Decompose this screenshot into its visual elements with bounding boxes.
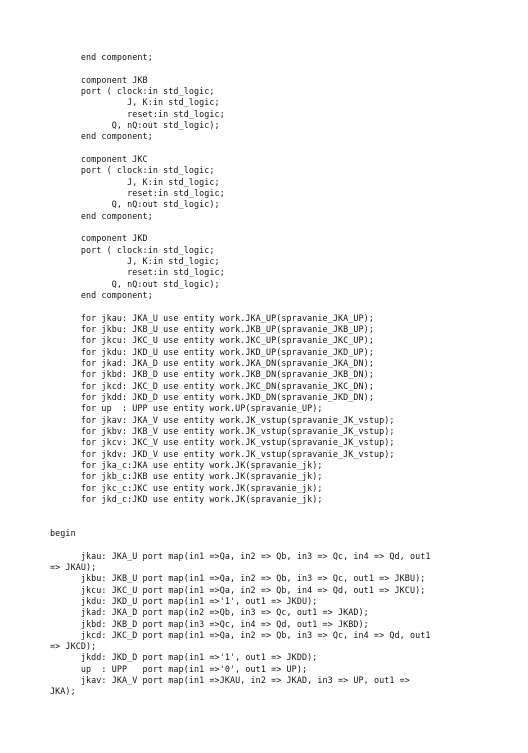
code-line: for jkd_c:JKD use entity work.JK(spravanie_jk);	[50, 493, 323, 504]
code-line: Q, nQ:out std_logic);	[50, 199, 220, 210]
code-line: port ( clock:in std_logic;	[50, 85, 215, 96]
code-line: => JKAU);	[50, 561, 97, 572]
code-line: => JKCD);	[50, 641, 97, 652]
code-line: end component;	[50, 210, 153, 221]
code-line: reset:in std_logic;	[50, 108, 225, 119]
code-line: end component;	[50, 52, 153, 62]
code-line: for jkbd: JKB_D use entity work.JKB_DN(spravanie_JKB_DN);	[50, 369, 374, 380]
code-line: for jkbu: JKB_U use entity work.JKB_UP(spravanie_JKB_UP);	[50, 323, 374, 334]
code-line: jkdu: JKD_U port map(in1 =>'1', out1 => JKDU);	[50, 595, 318, 606]
code-line: end component;	[50, 131, 153, 142]
code-line: jkau: JKA_U port map(in1 =>Qa, in2 => Qb, in3 => Qc, in4 => Qd, out1	[50, 550, 431, 561]
code-line: component JKC	[50, 153, 148, 164]
code-line: component JKB	[50, 74, 148, 85]
code-line: port ( clock:in std_logic;	[50, 165, 215, 176]
code-line: Q, nQ:out std_logic);	[50, 119, 220, 130]
code-line: for jkcu: JKC_U use entity work.JKC_UP(spravanie_JKC_UP);	[50, 335, 374, 346]
code-line: for jkbv: JKB_V use entity work.JK_vstup(spravanie_JK_vstup);	[50, 425, 395, 436]
code-line: for jkau: JKA_U use entity work.JKA_UP(spravanie_JKA_UP);	[50, 312, 374, 323]
code-line: reset:in std_logic;	[50, 267, 225, 278]
code-line: reset:in std_logic;	[50, 187, 225, 198]
code-line: begin	[50, 527, 76, 538]
code-line: for jkb_c:JKB use entity work.JK(spravanie_jk);	[50, 471, 323, 482]
code-line: end component;	[50, 289, 153, 300]
code-line: for jka_c:JKA use entity work.JK(spravanie_jk);	[50, 459, 323, 470]
code-line: J, K:in std_logic;	[50, 97, 220, 108]
code-line: for jkc_c:JKC use entity work.JK(spravanie_jk);	[50, 482, 323, 493]
code-line: up : UPP port map(in1 =>'0', out1 => UP);	[50, 663, 308, 674]
code-line: jkbd: JKB_D port map(in3 =>Qc, in4 => Qd, out1 => JKBD);	[50, 618, 369, 629]
code-line: jkav: JKA_V port map(in1 =>JKAU, in2 => JKAD, in3 => UP, out1 =>	[50, 675, 410, 686]
code-line: for jkav: JKA_V use entity work.JK_vstup(spravanie_JK_vstup);	[50, 414, 395, 425]
code-line: for jkcd: JKC_D use entity work.JKC_DN(spravanie_JKC_DN);	[50, 380, 374, 391]
code-line: Q, nQ:out std_logic);	[50, 278, 220, 289]
code-line: J, K:in std_logic;	[50, 255, 220, 266]
code-line: jkcu: JKC_U port map(in1 =>Qa, in2 => Qb, in4 => Qd, out1 => JKCU);	[50, 584, 426, 595]
code-line: jkad: JKA_D port map(in2 =>Qb, in3 => Qc, out1 => JKAD);	[50, 607, 369, 618]
code-line: JKA);	[50, 686, 76, 697]
code-line: for jkdd: JKD_D use entity work.JKD_DN(spravanie_JKD_DN);	[50, 391, 374, 402]
code-line: for jkdu: JKD_U use entity work.JKD_UP(spravanie_JKD_UP);	[50, 346, 374, 357]
code-line: jkcd: JKC_D port map(in1 =>Qa, in2 => Qb, in3 => Qc, in4 => Qd, out1	[50, 629, 431, 640]
code-line: J, K:in std_logic;	[50, 176, 220, 187]
code-line: port ( clock:in std_logic;	[50, 244, 215, 255]
code-line: for jkcv: JKC_V use entity work.JK_vstup(spravanie_JK_vstup);	[50, 437, 395, 448]
code-line: for jkad: JKA_D use entity work.JKA_DN(spravanie_JKA_DN);	[50, 357, 374, 368]
code-line: for jkdv: JKD_V use entity work.JK_vstup(spravanie_JK_vstup);	[50, 448, 395, 459]
code-line: jkdd: JKD_D port map(in1 =>'1', out1 => JKDD);	[50, 652, 318, 663]
code-line: for up : UPP use entity work.UP(spravanie_UP);	[50, 403, 323, 414]
code-line: component JKD	[50, 233, 148, 244]
code-line: jkbu: JKB_U port map(in1 =>Qa, in2 => Qb, in3 => Qc, out1 => JKBU);	[50, 573, 426, 584]
